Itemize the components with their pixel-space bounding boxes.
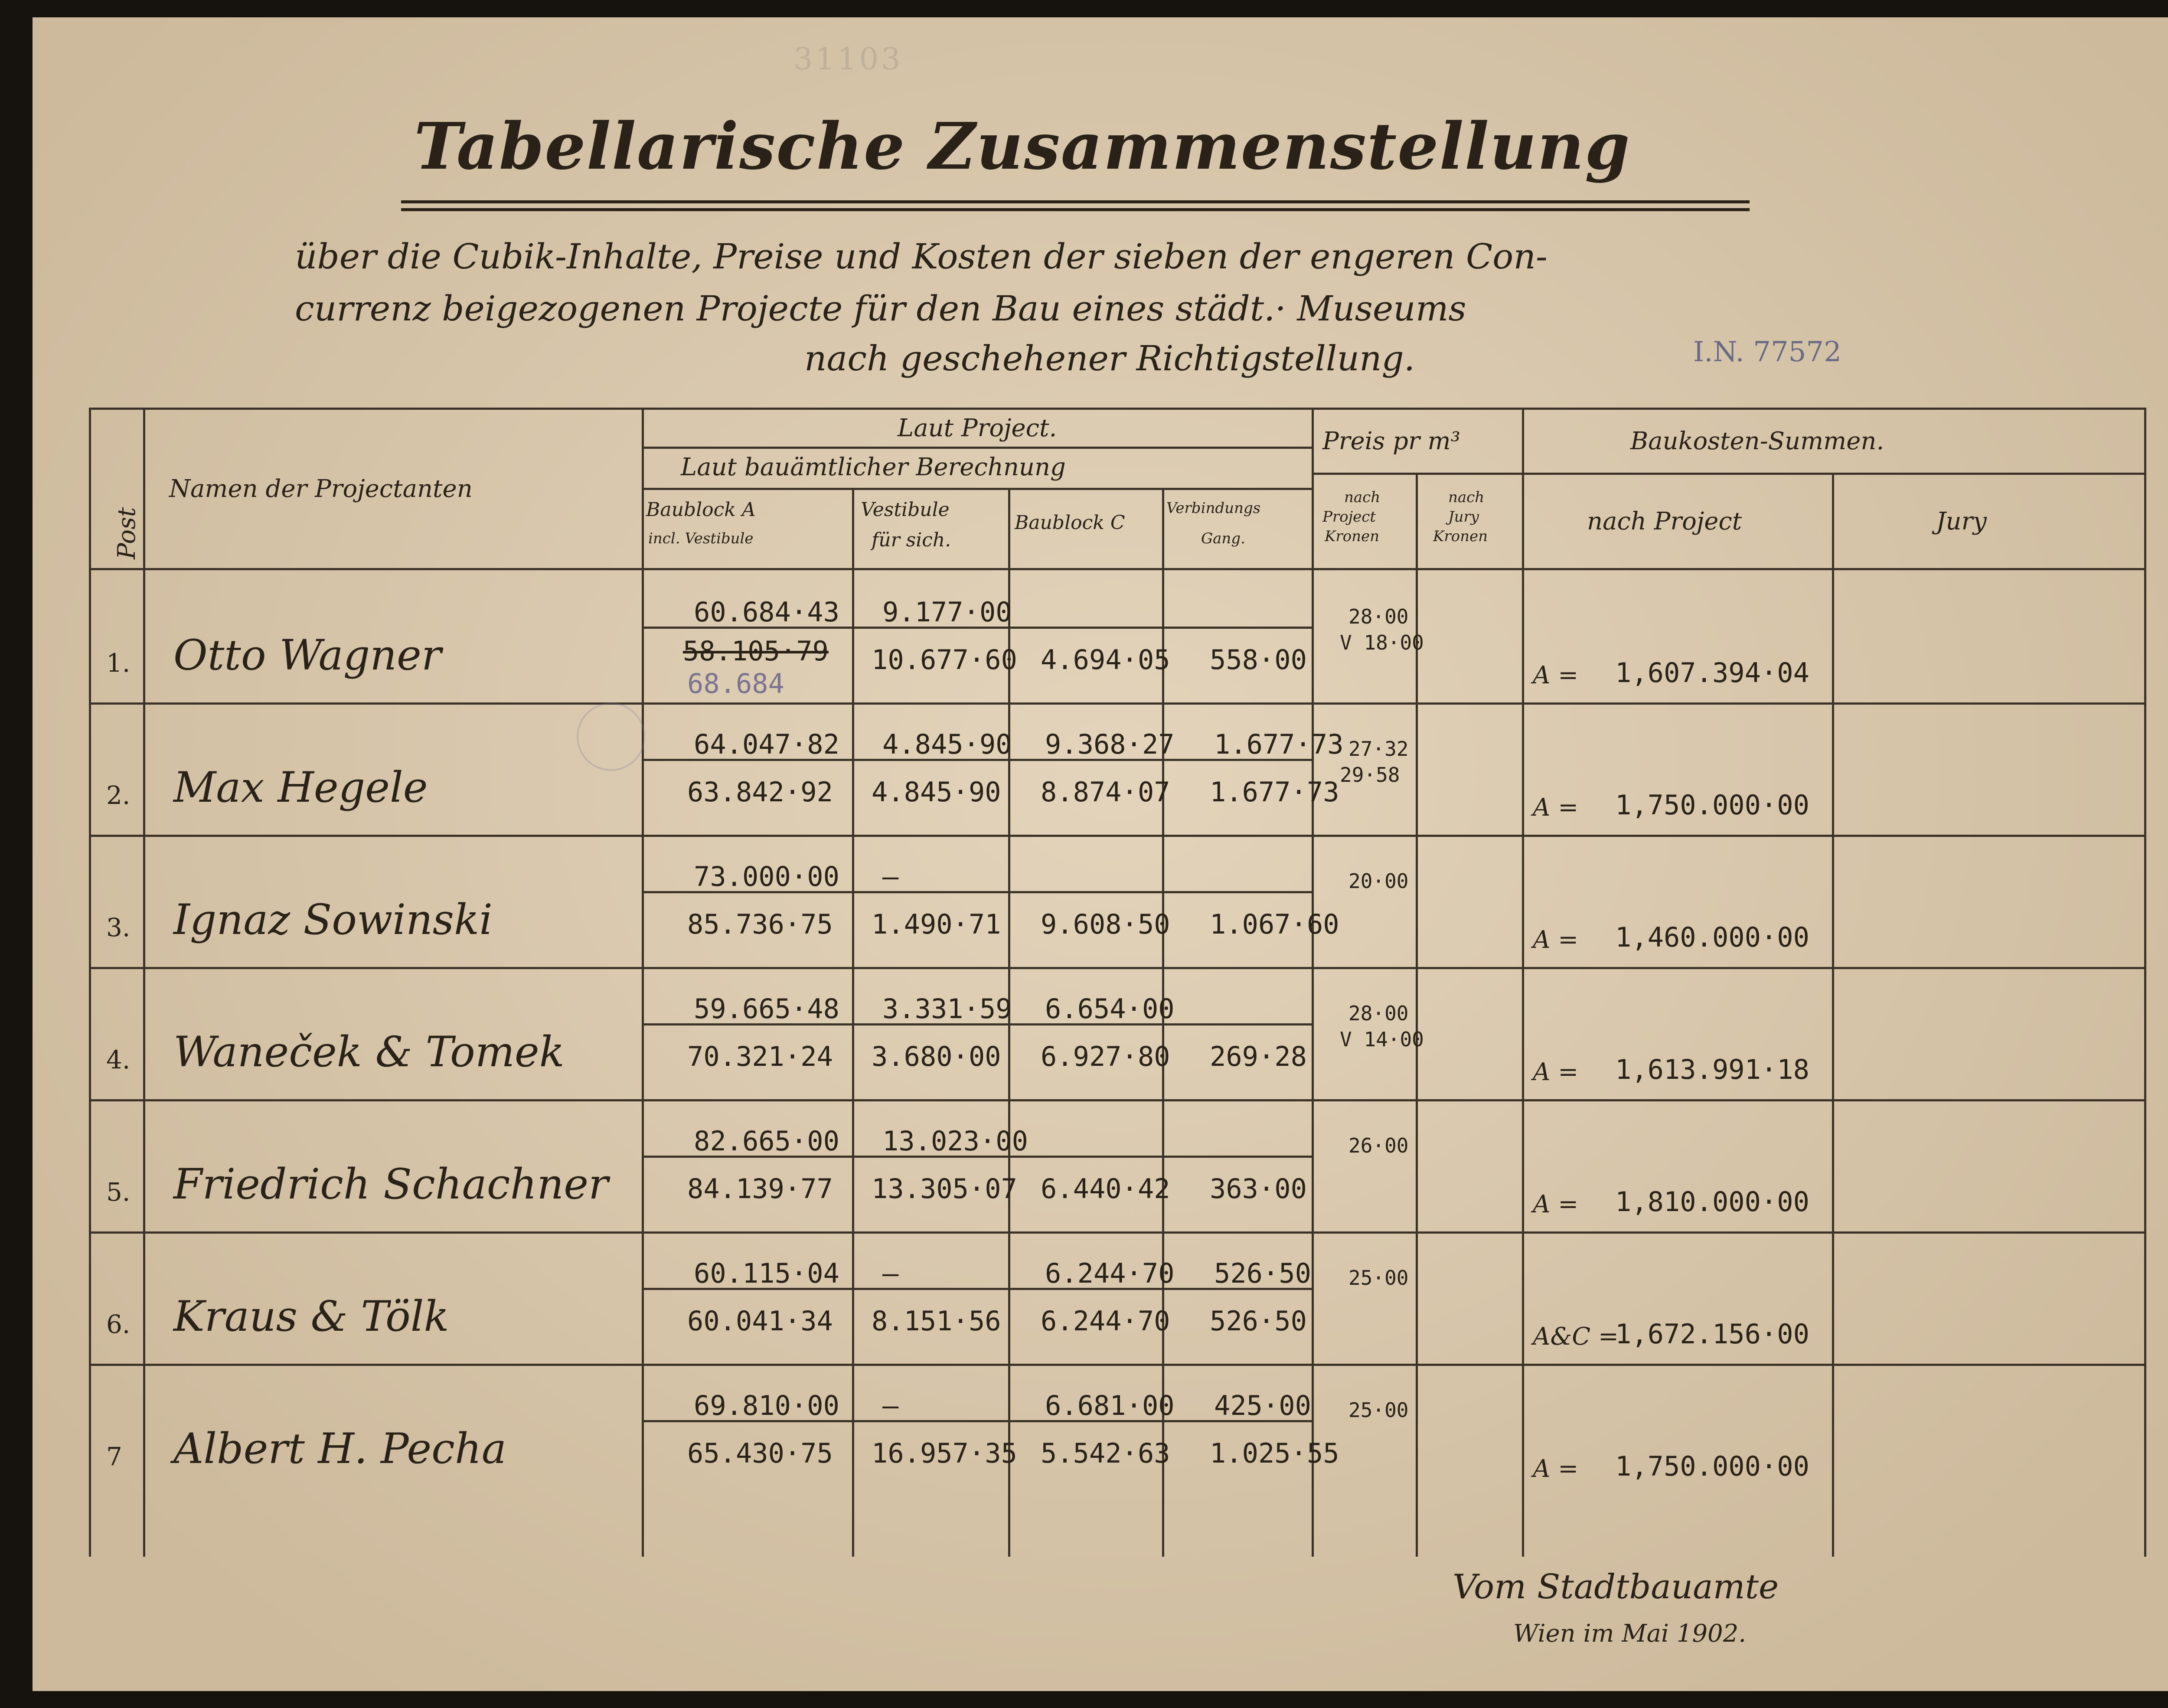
- col-rule-bk-project: [1832, 473, 1834, 1557]
- title-underline: [401, 200, 1750, 203]
- baublock-c-top: 6.244·70: [1045, 1257, 1175, 1289]
- header-preis-project-1: nach: [1344, 489, 1381, 506]
- baublock-a-top: 69.810·00: [694, 1390, 839, 1421]
- verbindungs-bottom: 269·28: [1210, 1041, 1307, 1072]
- vestibule-top: —: [882, 1390, 899, 1421]
- row-rule: [89, 835, 2146, 837]
- vestibule-top: 13.023·00: [882, 1125, 1028, 1157]
- header-rule-laut-project: [642, 447, 1312, 449]
- baukosten-prefix: A =: [1533, 794, 1579, 822]
- baublock-c-top: 6.681·00: [1045, 1390, 1175, 1421]
- preis-project-1: 25·00: [1348, 1398, 1409, 1422]
- subtitle-line-3: nach geschehener Richtigstellung.: [804, 338, 1415, 379]
- signature-place-date: Wien im Mai 1902.: [1513, 1620, 1747, 1648]
- header-vestibule: Vestibule: [861, 499, 950, 521]
- baublock-a-bottom: 65.430·75: [687, 1437, 833, 1469]
- vestibule-bottom: 3.680·00: [872, 1041, 1001, 1072]
- header-vestibule-sub: für sich.: [872, 529, 951, 551]
- header-preis-jury-2: Jury: [1448, 508, 1479, 526]
- baublock-a-top: 82.665·00: [694, 1125, 839, 1157]
- baukosten-project: 1,607.394·04: [1615, 657, 1809, 689]
- inventory-note: I.N. 77572: [1693, 336, 1841, 368]
- table-row-name: Waneček & Tomek: [173, 1028, 565, 1076]
- baublock-c-bottom: 9.608·50: [1041, 908, 1170, 940]
- preis-project-1: 28·00: [1348, 1002, 1409, 1025]
- baukosten-project: 1,750.000·00: [1615, 789, 1809, 821]
- baublock-a-bottom: 63.842·92: [687, 776, 833, 808]
- header-post: Post: [113, 507, 141, 559]
- vestibule-top: 4.845·90: [882, 728, 1012, 760]
- baukosten-project: 1,810.000·00: [1615, 1186, 1809, 1218]
- preis-project-2: 29·58: [1340, 763, 1400, 787]
- baublock-a-bottom: 60.041·34: [687, 1305, 833, 1337]
- header-bk-jury: Jury: [1936, 507, 1987, 536]
- header-preis-project-2: Project: [1322, 508, 1376, 526]
- table-top-rule: [89, 408, 2146, 410]
- baublock-a-pencil: 68.684: [687, 668, 784, 699]
- row-rule: [89, 1364, 2146, 1366]
- col-rule-left: [89, 408, 91, 1557]
- baukosten-prefix: A =: [1533, 926, 1579, 954]
- header-rule-preis: [1314, 473, 2146, 475]
- baublock-a-top: 73.000·00: [694, 861, 839, 892]
- baublock-a-top: 60.684·43: [694, 596, 839, 628]
- verbindungs-bottom: 526·50: [1210, 1305, 1307, 1337]
- vestibule-bottom: 16.957·35: [872, 1437, 1017, 1469]
- table-row-post: 6.: [106, 1310, 131, 1339]
- col-rule-names: [642, 408, 644, 1557]
- row-rule: [89, 967, 2146, 969]
- verbindungs-top: 425·00: [1214, 1390, 1311, 1421]
- header-baublock-c: Baublock C: [1015, 512, 1125, 534]
- header-names: Namen der Projectanten: [169, 475, 473, 503]
- baublock-c-bottom: 8.874·07: [1041, 776, 1170, 808]
- vestibule-top: —: [882, 1257, 899, 1289]
- header-preis-jury-1: nach: [1448, 489, 1485, 506]
- table-row-post: 1.: [106, 648, 131, 678]
- header-baukosten: Baukosten-Summen.: [1630, 427, 1884, 455]
- baublock-a-bottom: 70.321·24: [687, 1041, 833, 1072]
- verbindungs-bottom: 363·00: [1210, 1173, 1307, 1205]
- header-verbindungs-sub: Gang.: [1201, 530, 1245, 547]
- baukosten-prefix: A =: [1533, 661, 1579, 689]
- baublock-a-top: 60.115·04: [694, 1257, 839, 1289]
- faint-stamp-number: 31103: [793, 41, 903, 77]
- header-baublock-a-sub: incl. Vestibule: [648, 530, 754, 547]
- baublock-c-top: 6.654·00: [1045, 993, 1175, 1025]
- vestibule-bottom: 1.490·71: [872, 908, 1001, 940]
- baublock-a-top: 64.047·82: [694, 728, 839, 760]
- verbindungs-top: 1.677·73: [1214, 728, 1344, 760]
- preis-project-2: V 14·00: [1340, 1028, 1424, 1051]
- signature-office: Vom Stadtbauamte: [1453, 1568, 1779, 1607]
- table-row-post: 5.: [106, 1177, 131, 1207]
- subtitle-line-2: currenz beigezogenen Projecte für den Bau eines städt.· Museums: [295, 288, 1466, 329]
- baukosten-prefix: A&C =: [1533, 1323, 1619, 1351]
- title-underline-2: [401, 208, 1750, 211]
- header-laut-bauamt: Laut bauämtlicher Berechnung: [681, 453, 1066, 481]
- preis-project-1: 28·00: [1348, 605, 1409, 628]
- table-row-name: Max Hegele: [173, 763, 428, 812]
- document-title: Tabellarische Zusammenstellung: [414, 108, 1631, 184]
- baukosten-project: 1,613.991·18: [1615, 1054, 1809, 1085]
- baublock-c-bottom: 4.694·05: [1041, 644, 1170, 676]
- verbindungs-bottom: 1.067·60: [1210, 908, 1339, 940]
- row-rule: [89, 1231, 2146, 1234]
- table-row-post: 2.: [106, 781, 131, 810]
- col-rule-verbindungs: [1312, 408, 1314, 1557]
- col-rule-baublock-a: [852, 488, 854, 1557]
- col-rule-right: [2144, 408, 2146, 1557]
- table-row-name: Albert H. Pecha: [173, 1424, 506, 1473]
- baublock-c-top: 9.368·27: [1045, 728, 1175, 760]
- verbindungs-bottom: 1.025·55: [1210, 1437, 1339, 1469]
- row-rule: [89, 702, 2146, 705]
- header-preis: Preis pr m³: [1322, 427, 1461, 455]
- vestibule-top: 3.331·59: [882, 993, 1012, 1025]
- table-row-name: Kraus & Tölk: [173, 1292, 449, 1341]
- baukosten-project: 1,460.000·00: [1615, 921, 1809, 953]
- header-bottom-rule: [89, 568, 2146, 570]
- table-row-name: Ignaz Sowinski: [173, 895, 493, 944]
- subtitle-line-1: über die Cubik-Inhalte, Preise und Kosten der sieben der engeren Con-: [295, 236, 1548, 277]
- verbindungs-bottom: 1.677·73: [1210, 776, 1339, 808]
- header-bk-project: nach Project: [1587, 507, 1742, 536]
- baukosten-project: 1,672.156·00: [1615, 1318, 1809, 1350]
- table-row-post: 7: [106, 1442, 122, 1471]
- verbindungs-bottom: 558·00: [1210, 644, 1307, 676]
- preis-project-1: 26·00: [1348, 1134, 1409, 1157]
- header-rule-bauamt: [642, 488, 1312, 490]
- baublock-c-bottom: 6.927·80: [1041, 1041, 1170, 1072]
- vestibule-bottom: 8.151·56: [872, 1305, 1001, 1337]
- preis-project-1: 20·00: [1348, 869, 1409, 893]
- baublock-a-top: 59.665·48: [694, 993, 839, 1025]
- verbindungs-top: 526·50: [1214, 1257, 1311, 1289]
- baublock-a-bottom: 85.736·75: [687, 908, 833, 940]
- baublock-c-bottom: 5.542·63: [1041, 1437, 1170, 1469]
- baublock-a-bottom: 84.139·77: [687, 1173, 833, 1205]
- baublock-c-bottom: 6.440·42: [1041, 1173, 1170, 1205]
- col-rule-preis-jury: [1522, 408, 1524, 1557]
- baukosten-prefix: A =: [1533, 1190, 1579, 1218]
- preis-project-1: 27·32: [1348, 737, 1409, 761]
- baublock-c-bottom: 6.244·70: [1041, 1305, 1170, 1337]
- row-rule: [89, 1099, 2146, 1101]
- header-laut-project: Laut Project.: [898, 414, 1057, 442]
- faint-seal: [577, 702, 645, 771]
- header-baublock-a: Baublock A: [646, 499, 756, 521]
- preis-project-2: V 18·00: [1340, 631, 1424, 654]
- col-rule-post: [143, 408, 145, 1557]
- baukosten-project: 1,750.000·00: [1615, 1450, 1809, 1482]
- table-row-post: 3.: [106, 913, 131, 942]
- header-preis-jury-3: Kronen: [1433, 528, 1488, 545]
- table-row-name: Friedrich Schachner: [173, 1160, 608, 1208]
- baukosten-prefix: A =: [1533, 1455, 1579, 1483]
- header-verbindungs: Verbindungs: [1166, 500, 1261, 517]
- preis-project-1: 25·00: [1348, 1266, 1409, 1290]
- table-row-post: 4.: [106, 1045, 131, 1074]
- vestibule-bottom: 4.845·90: [872, 776, 1001, 808]
- header-preis-project-3: Kronen: [1325, 528, 1380, 545]
- vestibule-top: 9.177·00: [882, 596, 1012, 628]
- vestibule-bottom: 10.677·60: [872, 644, 1017, 676]
- vestibule-bottom: 13.305·07: [872, 1173, 1017, 1205]
- baublock-a-struck: 58.105·79: [683, 635, 829, 667]
- table-row-name: Otto Wagner: [173, 631, 441, 679]
- vestibule-top: —: [882, 861, 899, 892]
- baukosten-prefix: A =: [1533, 1058, 1579, 1086]
